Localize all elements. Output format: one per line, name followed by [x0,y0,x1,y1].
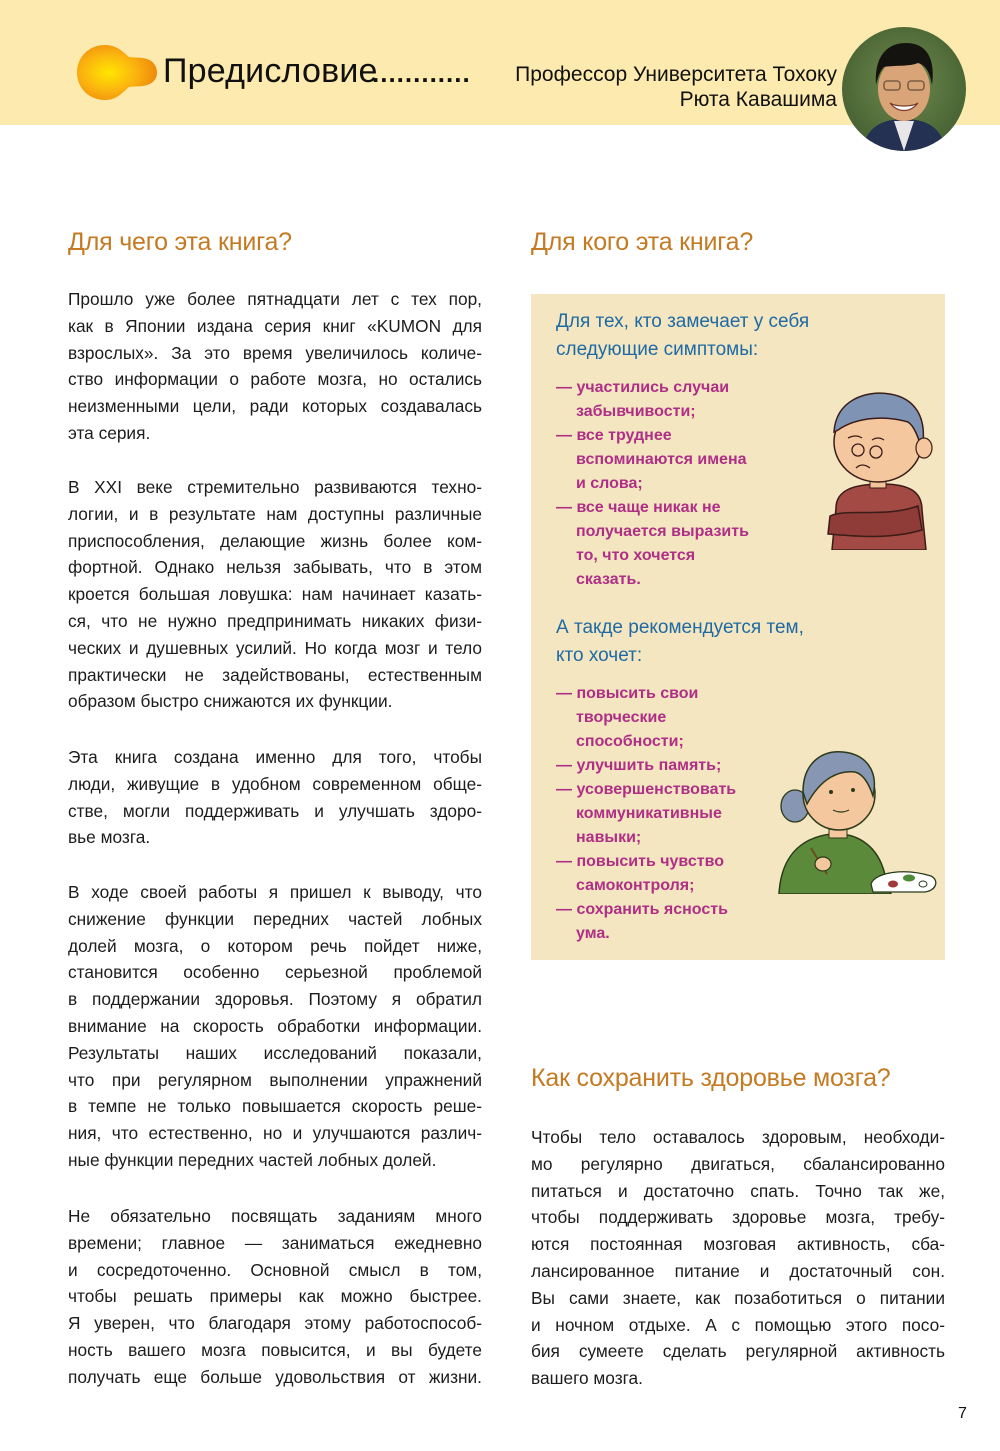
list-item-cont: сказать. [576,571,641,588]
text-line: ния, что естественно, но и улучшаются различ- [68,1123,482,1144]
text-line: вашего мозга. [531,1368,643,1389]
text-line: в поддержании здоровья. Поэтому я обратил [68,989,482,1010]
list-item-cont: получается выразить [576,523,749,540]
elderly-man-arms-crossed-illustration [818,390,948,550]
elderly-woman-painting-illustration [775,748,940,894]
text-line: В ходе своей работы я пришел к выводу, что [68,882,482,902]
heading-line: А такде рекомендуется тем, [556,617,804,638]
text-line: ческих и душевных усилий. Но когда мозг и тело [68,637,482,658]
text-line: и сосредоточенно. Основной смысл в том, [68,1259,482,1280]
list-item: — все труднее [556,427,672,444]
text-line: стве, могли поддерживать и улучшать здоро- [68,800,482,821]
text-line: Вы сами знаете, как позаботиться о питании [531,1287,945,1308]
lightbulb-icon [77,44,157,101]
text-line: вье мозга. [68,827,151,848]
heading-line: следующие симптомы: [556,339,759,360]
text-line: внимание на скорость обработки информации. [68,1015,482,1036]
list-item-cont: способности; [576,733,684,750]
text-line: лансированное питание и достаточный сон. [531,1260,945,1281]
section-heading-brain-health: Как сохранить здоровье мозга? [531,1064,891,1092]
list-item-cont: то, что хочется [576,547,696,564]
text-line: ность вашего мозга повысится, и вы будете [68,1339,482,1360]
text-line: становится особенно серьезной проблемой [68,962,482,983]
text-line: практически не задействованы, естественным [68,664,482,685]
paragraph-3 [68,744,482,851]
paragraph-brain-health [531,1124,945,1392]
text-line: Чтобы тело оставалось здоровым, необходи- [531,1127,945,1147]
text-line: приспособления, делающие жизнь более ком- [68,530,482,551]
text-line: снижение функции передних частей лобных [68,908,482,929]
list-item-cont: навыки; [576,829,642,846]
portrait-icon [842,27,966,151]
text-line: питаться и достаточно спать. Точно так же, [531,1180,945,1201]
paragraph-4 [68,879,482,1174]
paragraph-1 [68,286,482,447]
symptoms-heading [556,308,809,364]
text-line: фортной. Однако нельзя забывать, что в этом [68,557,482,578]
text-line: бия сумеете сделать регулярной активность [531,1341,945,1362]
text-line: получать еще больше удовольствия от жизни. [68,1366,482,1387]
list-item: — улучшить память; [556,757,722,774]
text-line: чтобы поддерживать здоровье мозга, требу- [531,1207,945,1228]
author-name: Рюта Кавашима [679,88,837,111]
text-line: времени; главное — заниматься ежедневно [68,1232,482,1253]
text-line: в темпе не только повышается скорость реше- [68,1096,482,1117]
author-credit [515,62,837,112]
list-item-cont: коммуникативные [576,805,722,822]
recommendations-list [556,682,736,946]
list-item-cont: самоконтроля; [576,877,695,894]
heading-line: Для тех, кто замечает у себя [556,311,810,332]
text-line: Эта книга создана именно для того, чтобы [68,747,482,767]
text-line: Я уверен, что благодаря этому работоспособ- [68,1313,482,1334]
text-line: Прошло уже более пятнадцати лет с тех пор, [68,289,482,309]
text-line: чтобы решать примеры как можно быстрее. [68,1286,482,1307]
page-title: Предисловие [163,52,378,90]
recommendations-heading [556,614,804,670]
list-item: — повысить чувство [556,853,724,870]
list-item-cont: забывчивости; [576,403,696,420]
title-leader-dots: ............ [372,58,471,88]
text-line: Не обязательно посвящать заданиям много [68,1206,482,1226]
list-item: — сохранить ясность [556,901,728,918]
list-item: — участились случаи [556,379,730,396]
text-line: взрослых». За это время увеличилось количе- [68,342,482,363]
section-heading-audience: Для кого эта книга? [531,228,754,256]
text-line: долей мозга, о котором речь пойдет ниже, [68,935,482,956]
text-line: ся, что не нужно предпринимать никаких физи- [68,610,482,631]
section-heading-purpose: Для чего эта книга? [68,228,292,256]
text-line: неизменными цели, ради которых создавалась [68,396,482,417]
text-line: что при регулярном выполнении упражнений [68,1069,482,1090]
text-line: мо регулярно двигаться, сбалансированно [531,1153,945,1174]
text-line: Результаты наших исследований показали, [68,1042,482,1063]
list-item: — повысить свои [556,685,699,702]
list-item-cont: творческие [576,709,667,726]
text-line: В XXI веке стремительно развиваются техно- [68,477,482,497]
text-line: и ночном отдыхе. А с помощью этого посо- [531,1314,945,1335]
heading-line: кто хочет: [556,645,643,666]
text-line: ные функции передних частей лобных долей. [68,1149,437,1170]
paragraph-2 [68,474,482,715]
text-line: эта серия. [68,422,151,443]
text-line: как в Японии издана серия книг «KUMON для [68,315,482,336]
list-item-cont: ума. [576,925,610,942]
list-item-cont: вспоминаются имена [576,451,747,468]
list-item: — все чаще никак не [556,499,721,516]
text-line: ются постоянная мозговая активность, сба- [531,1234,945,1255]
page-number: 7 [958,1405,967,1422]
author-position: Профессор Университета Тохоку [515,63,837,86]
symptoms-list [556,376,749,592]
text-line: люди, живущие в удобном современном обще- [68,773,482,794]
text-line: образом быстро снижаются их функции. [68,691,393,712]
list-item-cont: и слова; [576,475,643,492]
text-line: ство информации о работе мозга, но остались [68,369,482,390]
text-line: кроется большая ловушка: нам начинает казать- [68,584,482,605]
list-item: — усовершенствовать [556,781,737,798]
author-portrait-photo [842,27,966,151]
paragraph-5 [68,1203,482,1391]
text-line: логии, и в результате нам доступны различные [68,503,482,524]
